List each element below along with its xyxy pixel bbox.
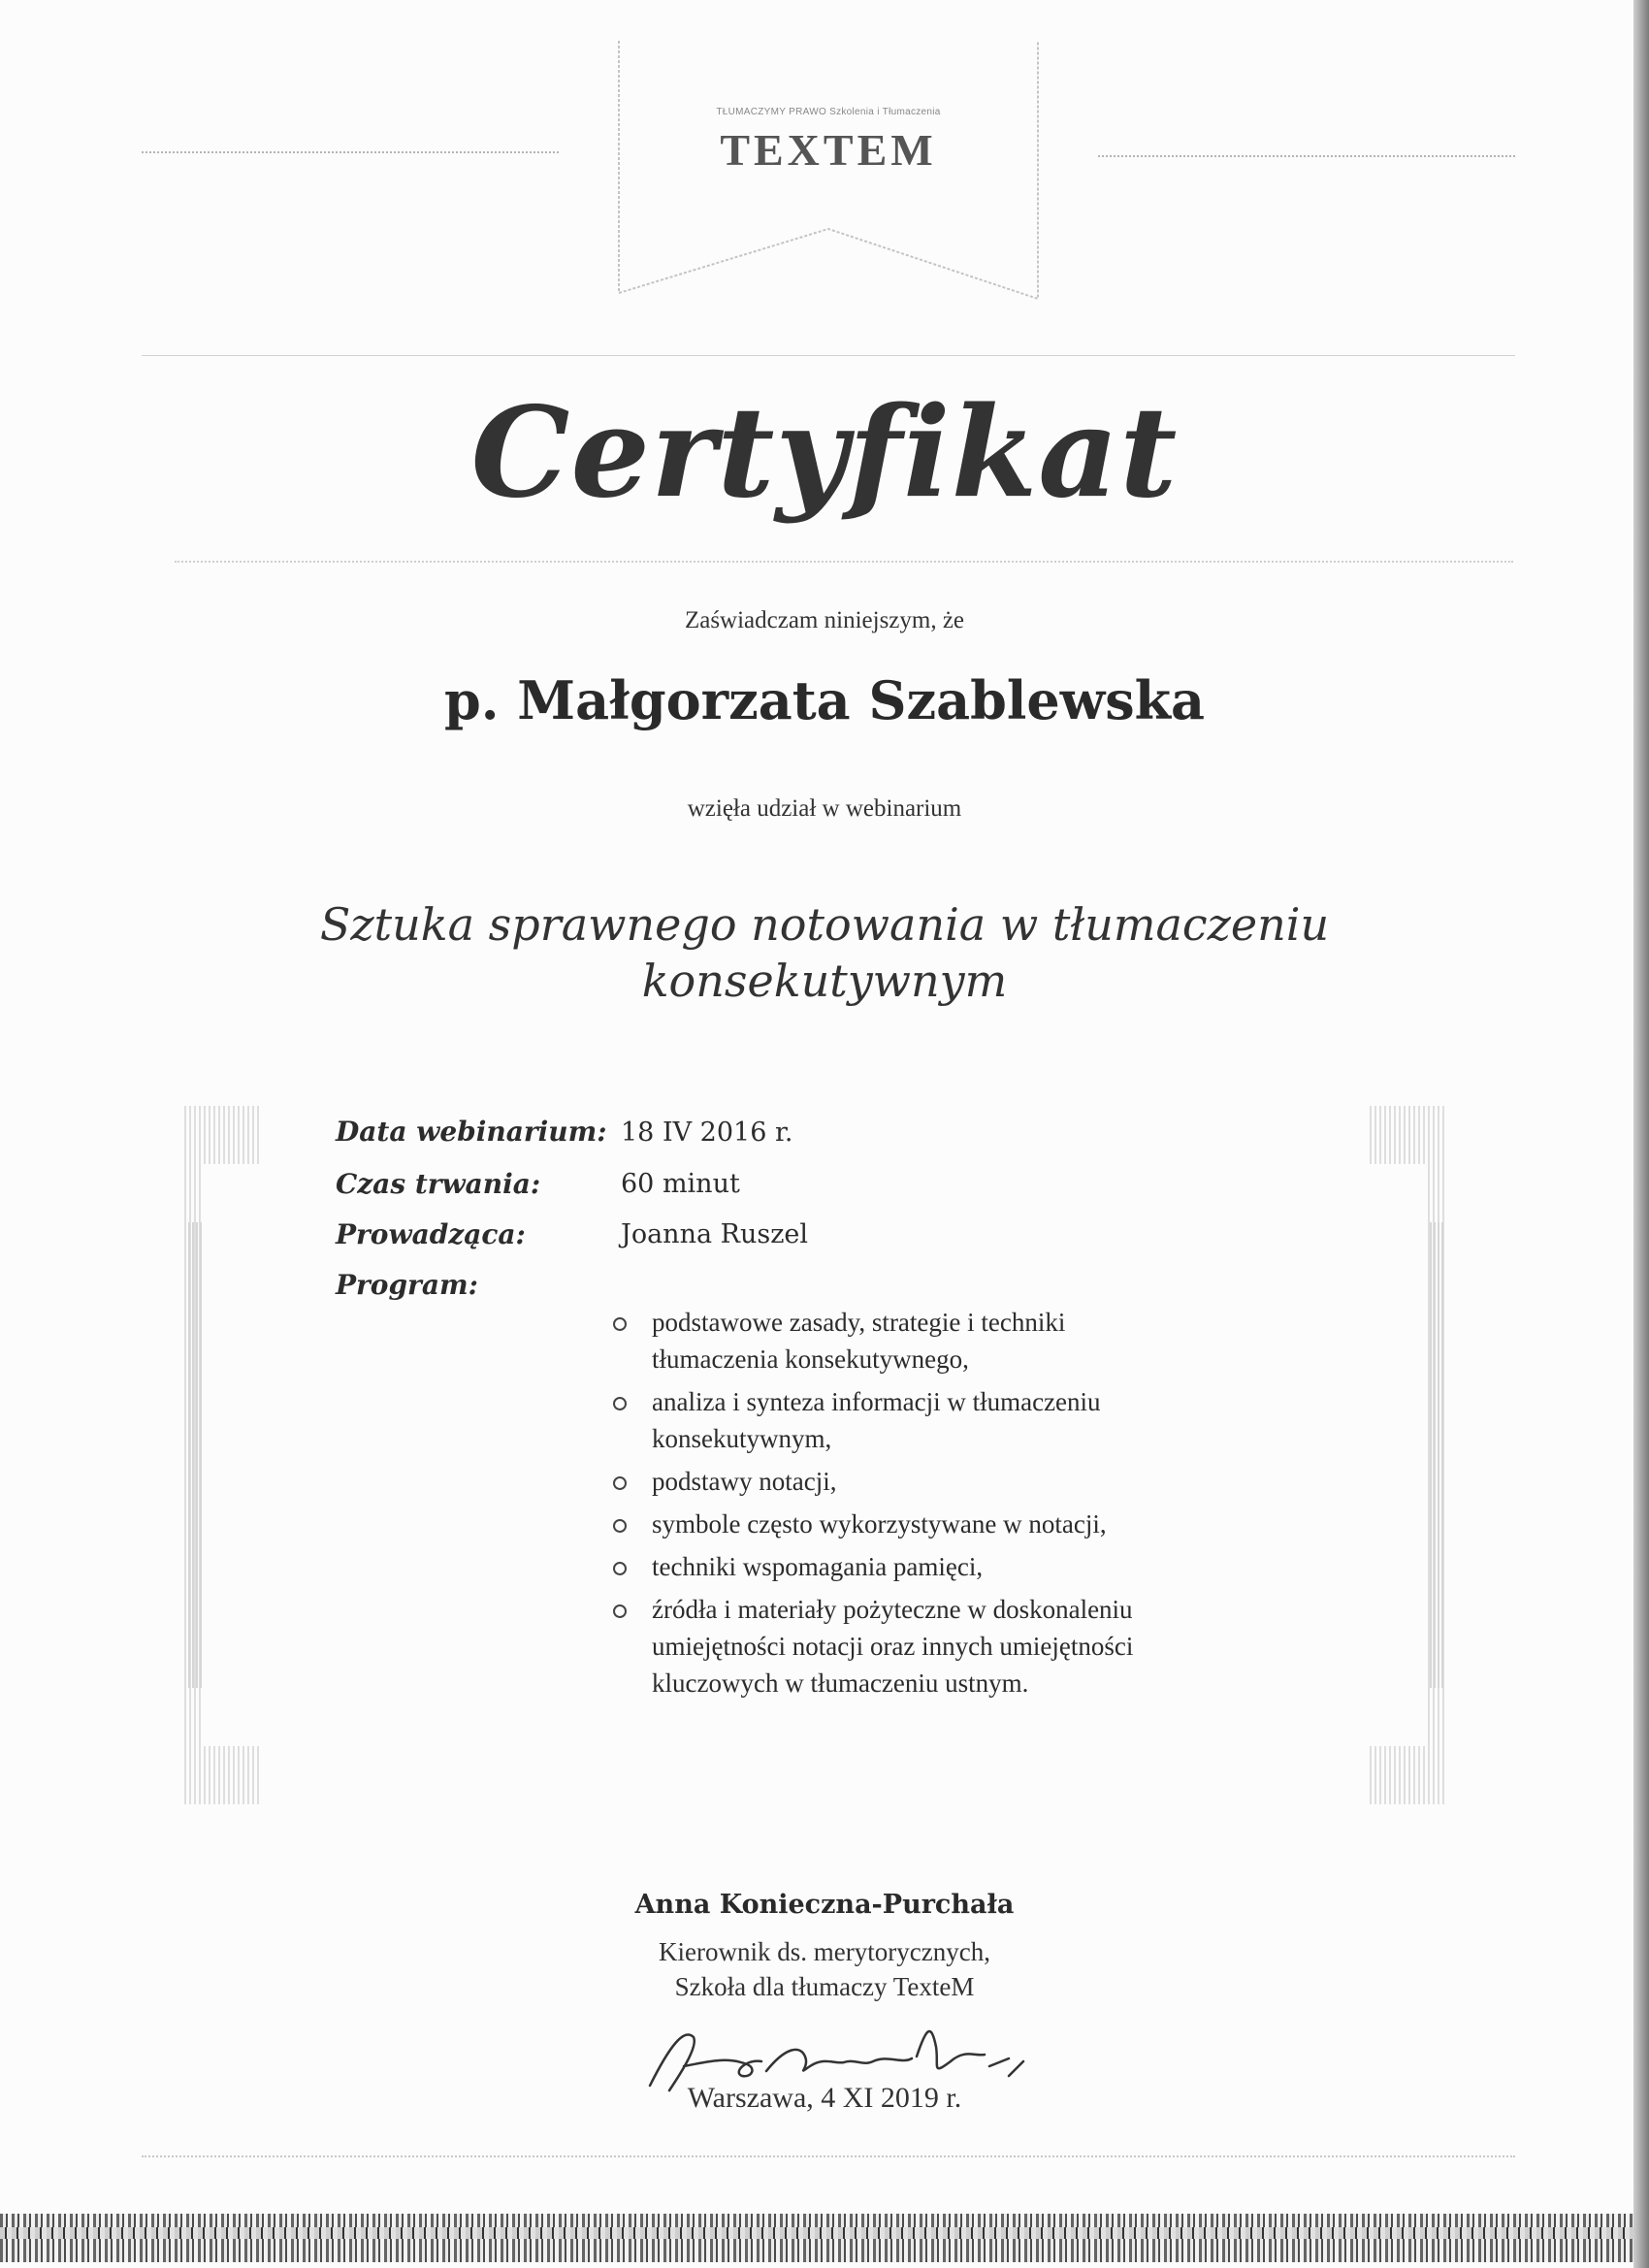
title-bottom-rule <box>175 561 1513 563</box>
program-item-line: konsekutywnym, <box>652 1424 832 1453</box>
bottom-rule <box>142 2155 1515 2157</box>
recipient-name: p. Małgorzata Szablewska <box>443 669 1206 731</box>
signer-role <box>0 1934 1649 2004</box>
program-item <box>613 1304 1311 1377</box>
logo-wordmark: TEXTEM <box>720 125 937 175</box>
program-item <box>613 1548 1311 1585</box>
scan-right-edge <box>1633 0 1649 2268</box>
program-item-line: podstawy notacji, <box>652 1467 837 1496</box>
program-item-line: symbole często wykorzystywane w notacji, <box>652 1509 1107 1539</box>
program-item-line: podstawowe zasady, strategie i techniki <box>652 1308 1066 1337</box>
program-item-line: techniki wspomagania pamięci, <box>652 1552 984 1581</box>
logo-ribbon <box>617 39 1040 303</box>
logo-tagline: TŁUMACZYMY PRAWO Szkolenia i Tłumaczenia <box>716 107 941 117</box>
circle-bullet-icon <box>613 1397 627 1410</box>
participation-text: wzięła udział w webinarium <box>687 795 962 822</box>
signer-role-line: Kierownik ds. merytorycznych, <box>659 1937 990 1966</box>
program-item <box>613 1591 1311 1701</box>
scan-edge-artifact <box>0 2214 1649 2262</box>
certificate-title: Certyfikat <box>470 380 1179 526</box>
top-right-rule <box>1098 155 1515 157</box>
circle-bullet-icon <box>613 1604 627 1618</box>
course-title-line: Sztuka sprawnego notowania w tłumaczeniu <box>319 898 1330 951</box>
circle-bullet-icon <box>613 1317 627 1331</box>
signer-name: Anna Konieczna-Purchała <box>634 1890 1015 1920</box>
top-left-rule <box>142 151 559 153</box>
date-label: Data webinarium: <box>336 1116 607 1148</box>
circle-bullet-icon <box>613 1519 627 1533</box>
course-title-line: konsekutywnym <box>641 955 1008 1007</box>
circle-bullet-icon <box>613 1562 627 1575</box>
date-value: 18 IV 2016 r. <box>621 1118 793 1148</box>
duration-label: Czas trwania: <box>336 1168 541 1200</box>
program-label: Program: <box>336 1269 478 1301</box>
circle-bullet-icon <box>613 1476 627 1490</box>
course-title <box>0 896 1649 1009</box>
host-value: Joanna Ruszel <box>621 1219 809 1249</box>
program-item-line: analiza i synteza informacji w tłumaczeniu <box>652 1387 1101 1416</box>
title-top-rule <box>142 355 1515 356</box>
host-label: Prowadząca: <box>336 1218 526 1250</box>
right-bracket-ornament <box>1370 1106 1447 1804</box>
program-item-line: kluczowych w tłumaczeniu ustnym. <box>652 1669 1029 1698</box>
program-item <box>613 1506 1311 1542</box>
program-item-line: umiejętności notacji oraz innych umiejętności <box>652 1632 1134 1661</box>
place-and-date: Warszawa, 4 XI 2019 r. <box>687 2082 962 2114</box>
signer-role-line: Szkoła dla tłumaczy TexteM <box>674 1972 975 2001</box>
program-item-line: tłumaczenia konsekutywnego, <box>652 1345 969 1374</box>
intro-text: Zaświadczam niniejszym, że <box>684 607 965 633</box>
program-item-line: źródła i materiały pożyteczne w doskonaleniu <box>652 1595 1133 1624</box>
program-item <box>613 1463 1311 1500</box>
program-item <box>613 1383 1311 1457</box>
program-list <box>613 1304 1311 1707</box>
duration-value: 60 minut <box>621 1169 740 1199</box>
left-bracket-ornament <box>184 1106 262 1804</box>
